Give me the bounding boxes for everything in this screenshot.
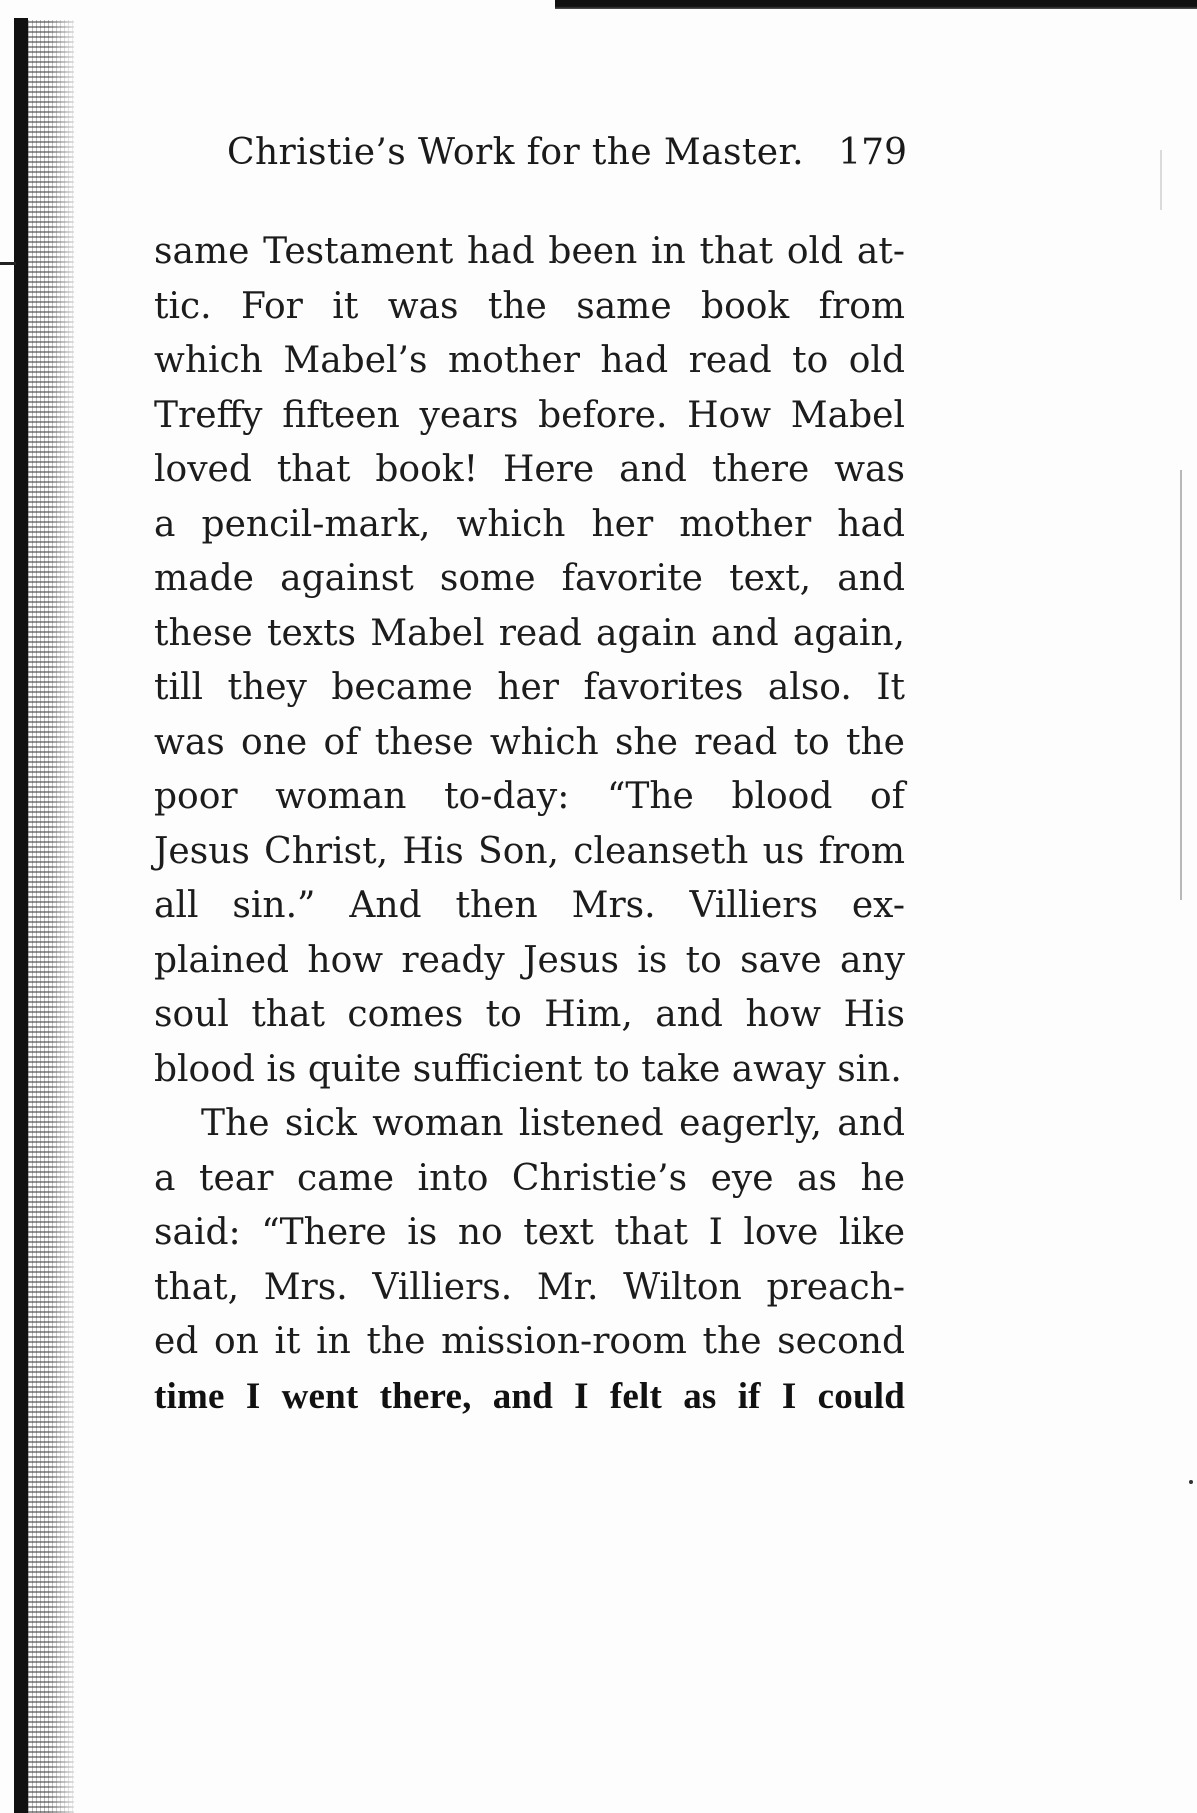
paragraph-start-line: The sick woman listened eagerly, and bbox=[201, 1103, 905, 1144]
running-head-title: Christie’s Work for the Master. bbox=[227, 132, 804, 173]
stray-ink-dot bbox=[1189, 1480, 1193, 1484]
page-number: 179 bbox=[838, 132, 907, 173]
text-line: ed on it in the mission-room the second bbox=[154, 1321, 905, 1362]
text-line: same Testament had been in that old at- bbox=[154, 231, 905, 272]
text-line: poor woman to-day: “The blood of bbox=[154, 776, 905, 817]
text-line: Jesus Christ, His Son, cleanseth us from bbox=[154, 830, 905, 872]
binding-spine-line bbox=[14, 18, 28, 1813]
binding-tick-mark bbox=[0, 262, 16, 265]
text-line: a tear came into Christie’s eye as he bbox=[154, 1157, 905, 1199]
text-line: till they became her favorites also. It bbox=[154, 667, 905, 708]
text-line: tic. For it was the same book from bbox=[154, 285, 905, 327]
text-line: said: “There is no text that I love like bbox=[154, 1212, 905, 1253]
text-line: plained how ready Jesus is to save any bbox=[154, 939, 905, 981]
top-edge-rule bbox=[555, 0, 1197, 9]
text-line: all sin.” And then Mrs. Villiers ex- bbox=[154, 885, 905, 926]
binding-edge bbox=[0, 0, 80, 1813]
binding-speckle bbox=[28, 20, 74, 1813]
text-line: Treffy fifteen years before. How Mabel bbox=[154, 394, 905, 436]
text-line: loved that book! Here and there was bbox=[154, 449, 905, 490]
text-line: soul that comes to Him, and how His bbox=[154, 994, 905, 1035]
text-line: a pencil-mark, which her mother had bbox=[154, 503, 905, 545]
text-line: was one of these which she read to the bbox=[154, 721, 905, 763]
text-line: that, Mrs. Villiers. Mr. Wilton preach- bbox=[154, 1266, 905, 1308]
text-line: which Mabel’s mother had read to old bbox=[154, 340, 905, 381]
text-line: these texts Mabel read again and again, bbox=[154, 612, 905, 654]
text-line: time I went there, and I felt as if I could bbox=[154, 1375, 905, 1417]
running-head bbox=[227, 128, 907, 178]
right-edge-mark bbox=[1180, 470, 1182, 900]
body-text bbox=[154, 225, 905, 1424]
right-edge-mark bbox=[1160, 150, 1162, 210]
paragraph-end-line: blood is quite sufficient to take away sin. bbox=[154, 1048, 902, 1090]
text-line: made against some favorite text, and bbox=[154, 558, 905, 599]
